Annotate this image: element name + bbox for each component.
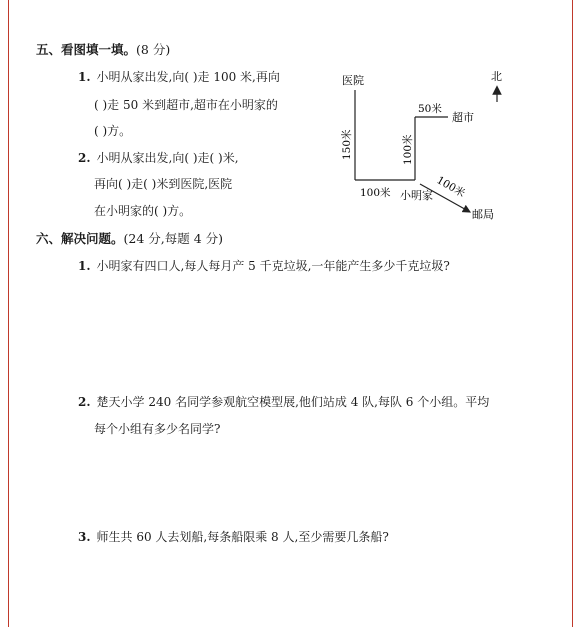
s6-q3-number: 3.: [78, 530, 91, 544]
section-5-title: 五、看图填一填。: [36, 42, 137, 57]
s5-q2-number: 2.: [78, 151, 91, 165]
label-north: 北: [491, 70, 502, 83]
s6-q2-line1: [78, 393, 489, 410]
s6-q3-text: 师生共 60 人去划船,每条船限乘 8 人,至少需要几条船?: [96, 530, 389, 544]
label-distance-north-left: 150米: [341, 129, 353, 160]
s6-q1-text: 小明家有四口人,每人每月产 5 千克垃圾,一年能产生多少千克垃圾?: [96, 259, 450, 273]
label-distance-diagonal: 100米: [434, 174, 467, 200]
s6-q1: [78, 257, 450, 274]
label-home: 小明家: [400, 189, 433, 202]
label-post-office: 邮局: [472, 208, 494, 221]
s5-q1-text1: 小明从家出发,向( )走 100 米,再向: [96, 70, 280, 84]
s5-q2-text1: 小明从家出发,向( )走( )米,: [96, 151, 239, 165]
section-6-title: 六、解决问题。: [36, 231, 124, 246]
s6-q2-text1: 楚天小学 240 名同学参观航空模型展,他们站成 4 队,每队 6 个小组。平均: [96, 395, 490, 409]
label-hospital: 医院: [342, 74, 364, 87]
s5-q1-line2: ( )走 50 米到超市,超市在小明家的: [94, 98, 278, 112]
s5-q1-line3: ( )方。: [94, 124, 132, 138]
s5-q2-line3: 在小明家的( )方。: [94, 204, 192, 218]
section-6-score: (24 分,每题 4 分): [123, 231, 224, 246]
section-5-score: (8 分): [136, 42, 171, 57]
s6-q1-number: 1.: [78, 259, 91, 273]
label-distance-west: 100米: [360, 187, 391, 199]
s6-q2-number: 2.: [78, 395, 91, 409]
s6-q2-line2: 每个小组有多少名同学?: [94, 422, 221, 436]
s6-q3: [78, 528, 389, 545]
label-distance-east: 50米: [418, 103, 442, 115]
label-supermarket: 超市: [452, 111, 474, 124]
section-6-heading: [36, 229, 223, 247]
s5-q2-line2: 再向( )走( )米到医院,医院: [94, 177, 233, 191]
s5-q1-number: 1.: [78, 70, 91, 84]
label-distance-north-right: 100米: [402, 134, 414, 165]
